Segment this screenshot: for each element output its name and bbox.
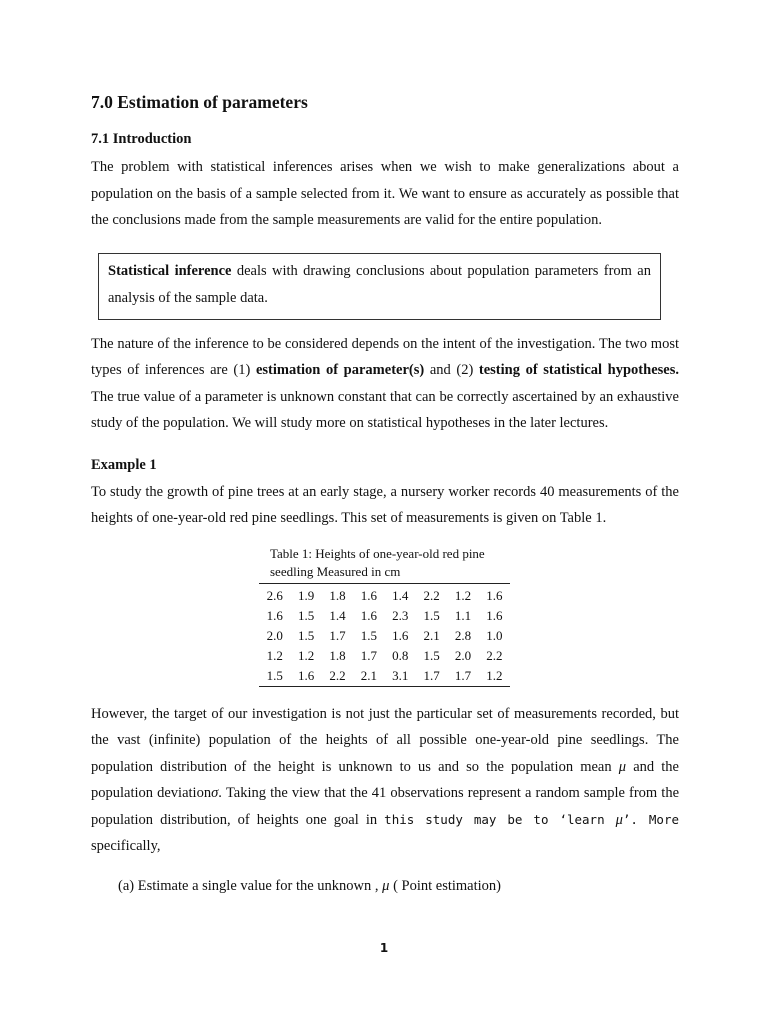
target-text-4: specifically, — [91, 838, 161, 854]
mu-symbol: μ — [618, 758, 627, 775]
table-cell: 2.2 — [423, 588, 440, 603]
nature-bold-1: estimation of parameter(s) — [255, 362, 425, 378]
nature-text-3: The true value of a parameter is unknown constant that can be correctly ascertained by an exhaustive study of the population. We will study more on statistical hypotheses in the later lectures. — [91, 388, 679, 431]
sigma-symbol: σ — [211, 785, 219, 801]
caption-line-1: Table 1: Heights of one-year-old red pine — [270, 545, 485, 561]
mu-symbol: μ — [382, 877, 390, 894]
table-cell: 1.5 — [423, 648, 440, 663]
definition-box — [98, 253, 661, 320]
target-text-1: However, the target of our investigation is not just the particular set of measurements recorded, but the vast (infinite) population of the heights of all possible one-year-old pine seedlings. The population distribution of the height is unknown to us and so the population mean — [91, 705, 679, 775]
table-row — [259, 646, 510, 666]
table-cell: 0.8 — [392, 648, 409, 663]
document-page — [91, 88, 679, 896]
target-text-2: and the population deviation — [91, 758, 679, 801]
table-cell: 2.0 — [454, 648, 472, 663]
table-cell: 1.6 — [266, 608, 283, 623]
target-paragraph — [91, 701, 679, 860]
list-item-a — [118, 876, 679, 896]
table-cell: 1.8 — [329, 588, 346, 603]
table-cell: 1.5 — [360, 628, 377, 643]
table-cell: 1.5 — [423, 608, 440, 623]
heights-table — [259, 583, 510, 687]
table-cell: 1.5 — [266, 668, 283, 683]
table-caption — [259, 545, 510, 581]
target-mono-2: ’. More — [622, 811, 680, 827]
list-item-a-tail: ( Point estimation) — [389, 877, 501, 894]
table-cell: 2.2 — [486, 648, 503, 663]
definition-text: deals with drawing conclusions about population parameters from an analysis of the sample data. — [108, 262, 651, 306]
table-cell: 1.6 — [486, 608, 503, 623]
target-mono-1: this study may be to ‘learn — [384, 811, 616, 827]
table-cell: 1.9 — [297, 588, 315, 603]
section-heading: 7.0 Estimation of parameters — [91, 92, 308, 112]
definition-term: Statistical inference — [108, 262, 232, 279]
table-cell: 1.8 — [329, 648, 346, 663]
table-cell: 3.1 — [392, 668, 409, 683]
table-cell: 2.8 — [454, 628, 472, 643]
example-heading: Example 1 — [91, 456, 157, 473]
table-cell: 1.6 — [360, 588, 377, 603]
table-cell: 1.7 — [329, 628, 346, 643]
table-cell: 1.2 — [454, 588, 472, 603]
table-cell: 1.6 — [392, 628, 409, 643]
table-cell: 1.6 — [297, 668, 315, 683]
table-cell: 1.4 — [392, 588, 409, 603]
nature-text-1: The nature of the inference to be considered depends on the intent of the investigation. The two most types of inferences are (1) — [91, 335, 679, 378]
list-item-a-text: (a) Estimate a single value for the unknown , — [118, 877, 383, 894]
nature-paragraph — [91, 331, 679, 437]
table-row — [259, 606, 510, 626]
mu-symbol: μ — [615, 811, 623, 828]
table-cell: 1.7 — [360, 648, 377, 663]
table-cell: 2.0 — [266, 628, 283, 643]
table-cell: 1.2 — [297, 648, 315, 663]
caption-line-2: seedling Measured in cm — [270, 563, 401, 579]
target-text-3: . Taking the view that the 41 observations represent a random sample from the population distribution, of heights one goal in — [91, 785, 680, 828]
table-cell: 1.2 — [486, 668, 503, 683]
table-cell: 1.2 — [266, 648, 283, 663]
nature-text-2: and (2) — [424, 362, 479, 378]
table-cell: 1.0 — [486, 628, 503, 643]
table-cell: 1.6 — [486, 588, 503, 603]
intro-paragraph: The problem with statistical inferences arises when we wish to make generalizations about a population on the basis of a sample selected from it. We want to ensure as accurately as possible that the conclusions made from the sample measurements are valid for the entire population. — [91, 159, 679, 228]
table-cell: 1.5 — [297, 608, 315, 623]
table-cell: 1.7 — [423, 668, 440, 683]
table-cell: 1.4 — [329, 608, 346, 623]
table-cell: 1.7 — [454, 668, 472, 683]
nature-bold-2: testing of statistical hypotheses. — [478, 362, 679, 378]
table-cell: 1.1 — [454, 608, 472, 623]
table-cell: 2.1 — [360, 668, 377, 683]
table-cell: 2.1 — [423, 628, 440, 643]
subsection-heading: 7.1 Introduction — [91, 131, 192, 147]
table-cell: 2.2 — [329, 668, 346, 683]
table-cell: 1.5 — [297, 628, 315, 643]
table-row — [259, 583, 510, 606]
page-number: 1 — [379, 941, 389, 955]
table-cell: 2.6 — [266, 588, 283, 603]
table-cell: 1.6 — [360, 608, 377, 623]
table-row — [259, 666, 510, 687]
table-cell: 2.3 — [392, 608, 409, 623]
table-figure — [259, 545, 510, 687]
table-row — [259, 626, 510, 646]
example-paragraph: To study the growth of pine trees at an early stage, a nursery worker records 40 measurements of the heights of one-year-old red pine seedlings. This set of measurements is given on Table 1. — [91, 483, 679, 526]
